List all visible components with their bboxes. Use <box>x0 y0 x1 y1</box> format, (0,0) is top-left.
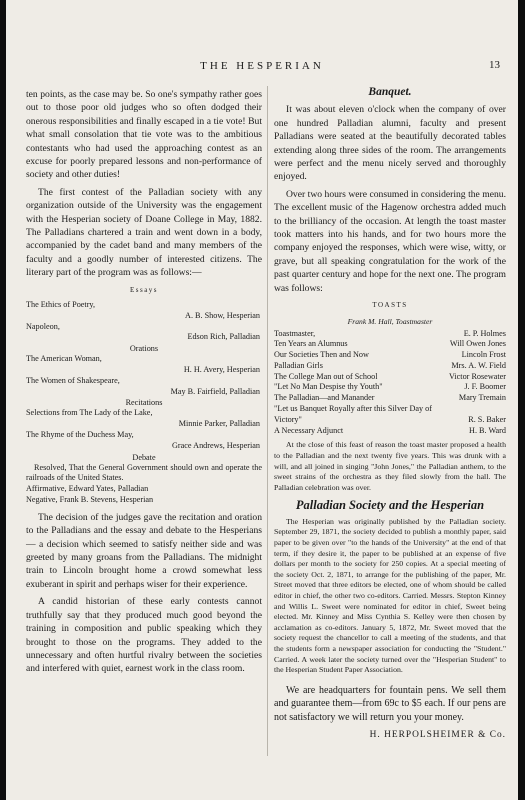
program-item <box>26 300 262 322</box>
toast-speaker: H. B. Ward <box>469 425 506 435</box>
debate-affirmative: Affirmative, Edward Yates, Palladian <box>26 484 149 494</box>
toast-title: Palladian Girls <box>274 360 323 370</box>
ad-signature: H. HERPOLSHEIMER & Co. <box>369 729 506 740</box>
toast-title: "Let us Banquet Royally after this Silver Day of Victory" <box>274 404 432 424</box>
toast-title: Ten Years an Alumnus <box>274 339 348 349</box>
toasts-label: TOASTS <box>372 301 408 310</box>
masthead-title: THE HESPERIAN <box>200 60 324 72</box>
program-title: The Women of Shakespeare, <box>26 375 120 385</box>
paragraph-hesperian-history: The Hesperian was originally published by the Palladian society. September 29, 1871, the society decided to publish a monthly paper, said paper to be given over "to the hands of the University" at the end of that term, if they desire it, the paper to be published at an expense of five dollars per month to the society for 250 copies. At a special meeting of the society Oct. 2, 1871, to arrange for the publishing of the paper, Mr. Street moved that three editors be elected, one of whom should be called editor in chief, the other two co-editors. Carried. Messrs. Stepton Kinney and Willis L. Sweet were nominated for editor in chief, Sweet being elected. Mr. Kinney and Miss Cynthia S. Kelley were then chosen by acclamation as co-editors. January 5, 1872, Mr. Sweet moved that the society request the chancellor to call a meeting of the students, and that the students form a newspaper association for conducting the "Student." Carried. A week later the society turned over the "Hesperian Student" to the Hesperian Student Paper Association. <box>274 516 506 675</box>
program-item <box>26 376 262 398</box>
program-name: A. B. Show, Hesperian <box>185 310 260 320</box>
paragraph-contest-judges: ten points, as the case may be. So one's sympathy rather goes out to those poor old judges who so often dodged their onerous responsibilities and finally escaped in a tie vote! But what small consolation that tie vote was to the ambitious contestants who had used the approaching contest as an excuse for poorly prepared lessons and non-performance of society and other duties! <box>26 89 262 181</box>
toast-title: "Let No Man Despise thy Youth" <box>274 382 383 392</box>
toast-row <box>274 393 506 404</box>
toast-speaker: R. S. Baker <box>468 414 506 424</box>
scan-edge-right <box>518 0 525 800</box>
newspaper-page <box>6 0 518 800</box>
program-item <box>26 354 262 376</box>
right-column <box>274 84 506 742</box>
orations-label: Orations <box>129 344 159 354</box>
debate-negative: Negative, Frank B. Stevens, Hesperian <box>26 495 154 505</box>
toast-title: Our Societies Then and Now <box>274 350 369 360</box>
program-name: Minnie Parker, Palladian <box>178 419 260 429</box>
program-title: Napoleon, <box>26 321 60 331</box>
paragraph-first-contest: The first contest of the Palladian society with any organization outside of the University was the engagement with the Hesperian society of Doane College in May, 1882. The Palladians chartered a train and went down in a body, accompanied by the cadet band and many members of the faculty and a goodly number of interested citizens. The literary part of the program was as follows:— <box>26 186 262 279</box>
toast-speaker: Lincoln Frost <box>461 350 506 360</box>
toast-title: The Palladian—and Manander <box>274 393 375 403</box>
program-item <box>26 408 262 430</box>
paragraph-historian: A candid historian of these early contests cannot truthfully say that they produced much good beyond the training in composition and public speaking which they brought to those on the programs. They added to the unnecessary and often hurtful rivalry between the societies and interfered with quiet, earnest work in the class room. <box>26 596 262 675</box>
paragraph-decision: The decision of the judges gave the recitation and oration to the Palladians and the essay and debate to the Hesperians — a decision which seemed to satisfy neither side and was greeted by many groans from the Palladians. The midnight train to Lincoln brought home a crowd somewhat less exuberant in spirit and perhaps wiser for their experience. <box>26 511 262 590</box>
toast-row <box>274 404 506 426</box>
program-title: The Ethics of Poetry, <box>26 300 96 310</box>
toast-title: Toastmaster, <box>274 328 316 338</box>
debate-label: Debate <box>132 452 156 462</box>
toast-row <box>274 350 506 361</box>
program-item <box>26 430 262 452</box>
toast-row <box>274 329 506 340</box>
page-number: 13 <box>489 59 500 71</box>
program-title: Selections from The Lady of the Lake, <box>26 408 153 418</box>
column-divider <box>267 86 268 756</box>
toast-row <box>274 426 506 437</box>
program-title: The American Woman, <box>26 354 102 364</box>
toast-title: The College Man out of School <box>274 371 378 381</box>
program-item <box>26 322 262 344</box>
toast-speaker: Will Owen Jones <box>449 339 506 349</box>
toast-speaker: Mrs. A. W. Field <box>451 360 506 370</box>
toast-speaker: J. F. Boomer <box>464 382 506 392</box>
toast-row <box>274 339 506 350</box>
toast-row <box>274 361 506 372</box>
paragraph-banquet-menu: Over two hours were consumed in considering the menu. The excellent music of the Hagenow orchestra added much to the brilliancy of the occasion. At length the toast master took matters into his hands, and for two hours more the company enjoyed the responses, which were wise, witty, or grave, but all speaking congratulation for the work of the past quarter century and hope for the next one. The program was follows: <box>274 188 506 294</box>
toast-list <box>274 329 506 437</box>
program-name: Grace Andrews, Hesperian <box>172 440 260 450</box>
toast-speaker: Mary Tremain <box>458 393 506 403</box>
program-name: Edson Rich, Palladian <box>187 332 260 342</box>
banquet-heading: Banquet. <box>368 86 412 98</box>
toast-speaker: Victor Rosewater <box>448 371 506 381</box>
toast-title: A Necessary Adjunct <box>274 425 344 435</box>
toast-row <box>274 382 506 393</box>
recitations-label: Recitations <box>125 398 163 408</box>
paragraph-banquet-seated: It was about eleven o'clock when the company of over one hundred Palladian alumni, faculty and present Palladians were seated at the beautifully decorated tables extending along three sides of the room. The arrangements were perfect and the menu nicely served and thoroughly enjoyed. <box>274 104 506 183</box>
debate-question: Resolved, That the General Government should own and operate the railroads of the United States. <box>26 462 262 483</box>
fountain-pen-ad: We are headquarters for fountain pens. We sell them and guarantee them—from 69c to $5 each. If our pens are not satisfactory we will return you your money. <box>274 684 506 723</box>
paragraph-banquet-close: At the close of this feast of reason the toast master proposed a health to the Palladian and the next twenty five years. This was drunk with a will, and all joined in singing "John Jones," the Palladian anthem, to the sweet strains of the orchestra as they filed slowly from the hall. The Palladian celebration was over. <box>274 440 506 492</box>
toast-speaker: E. P. Holmes <box>463 328 506 338</box>
left-column <box>26 88 262 680</box>
essays-label: Essays <box>129 285 159 294</box>
program-name: May B. Fairfield, Palladian <box>170 386 260 396</box>
toast-row <box>274 372 506 383</box>
program-title: The Rhyme of the Duchess May, <box>26 430 134 440</box>
toastmaster-line: Frank M. Hall, Toastmaster <box>347 316 433 326</box>
program-name: H. H. Avery, Hesperian <box>183 365 260 375</box>
page-header <box>6 58 518 76</box>
society-heading: Palladian Society and the Hesperian <box>295 498 485 513</box>
